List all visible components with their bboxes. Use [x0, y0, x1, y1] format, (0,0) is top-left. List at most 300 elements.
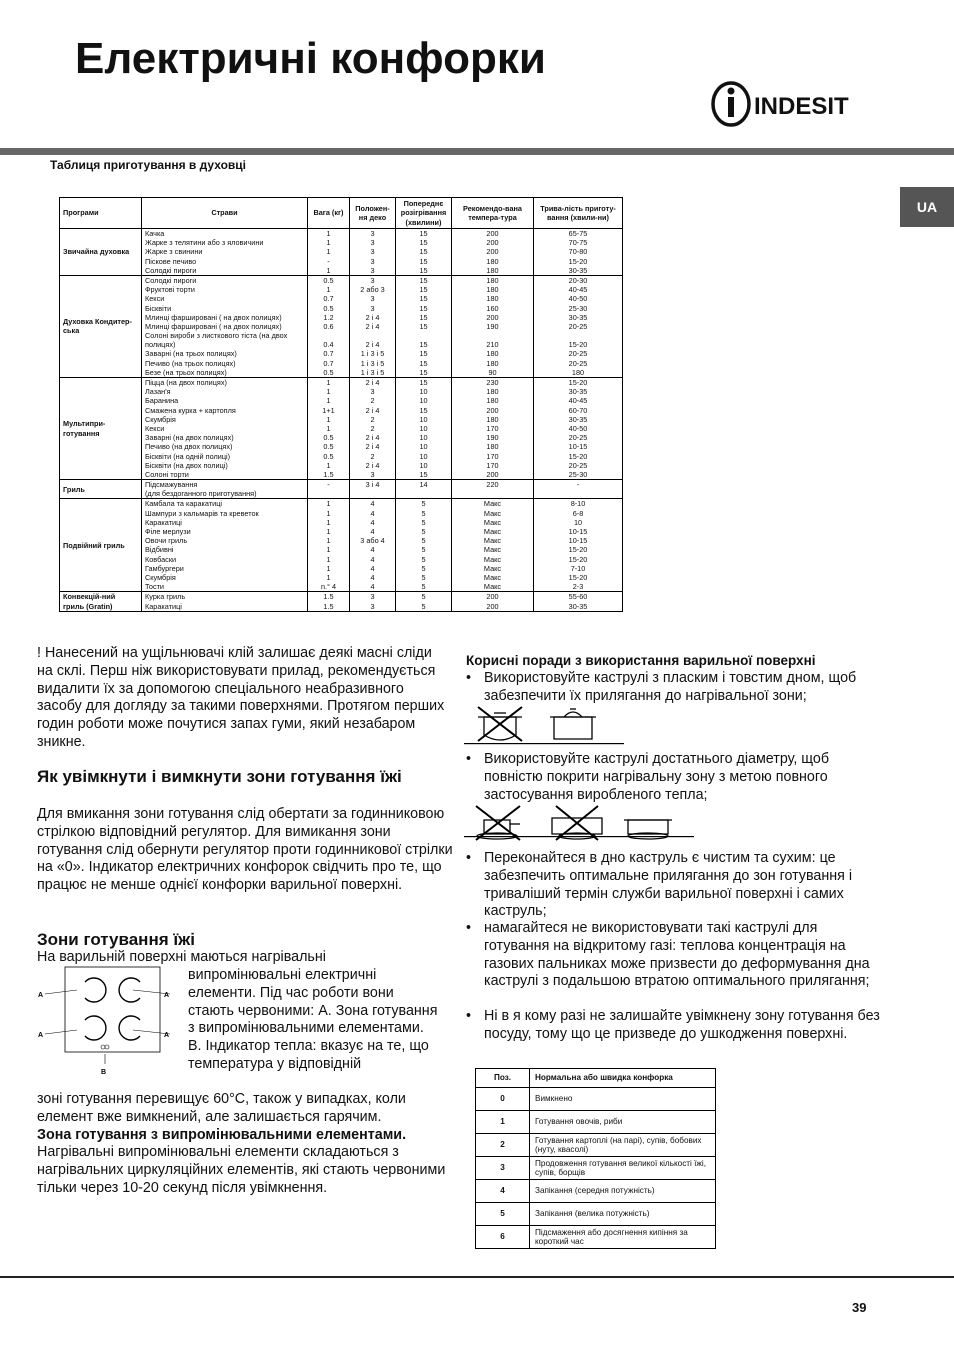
cell-line: 30-35	[568, 387, 588, 397]
cell-line: Смажена курка + картопля	[145, 405, 236, 415]
table-cell	[308, 592, 350, 611]
table-cell	[396, 378, 452, 480]
table-cell	[308, 229, 350, 276]
cell-line: 5	[421, 601, 426, 611]
cell-line: 40-45	[568, 285, 588, 295]
cell-line: 2 і 4	[365, 321, 380, 331]
program-name: Мультипри-готування	[60, 378, 142, 480]
cell-line: 5	[421, 554, 426, 564]
bullet: •	[466, 850, 472, 866]
cell-line: 5	[421, 572, 426, 582]
indesit-logo	[710, 80, 870, 128]
table-cell	[396, 592, 452, 611]
table-cell	[452, 499, 534, 592]
cell-line: Кекси	[145, 294, 165, 304]
cell-line: Заварні (на трьох полицях)	[145, 349, 237, 359]
description-cell: Готування картоплі (на парі), супів, бобових (нуту, квасолі)	[530, 1134, 716, 1157]
cell-line: 10	[573, 517, 583, 527]
table-cell	[308, 378, 350, 480]
cell-line: Макс	[483, 572, 502, 582]
cell-line: Качка	[145, 229, 165, 238]
cell-line: 15	[419, 303, 428, 313]
cell-line: 90	[488, 367, 497, 377]
program-name: Конвекцій-ний гриль (Gratin)	[60, 592, 142, 611]
table-group-row	[60, 499, 623, 592]
cell-line: 180	[486, 387, 499, 397]
cell-line: 1.5	[323, 601, 334, 611]
table-cell	[452, 480, 534, 499]
table-cell	[396, 275, 452, 377]
hob-power-table	[475, 1068, 716, 1249]
cell-line: Гамбургери	[145, 563, 184, 573]
bullet: •	[466, 1008, 472, 1024]
cell-line: 30-35	[568, 265, 588, 275]
cell-line: 200	[486, 247, 499, 257]
table-cell	[142, 592, 308, 611]
cell-line: 5	[421, 563, 426, 573]
cell-line: 0.5	[323, 275, 334, 285]
cell-line: 15	[419, 469, 428, 479]
cell-line: 10	[419, 451, 428, 461]
cell-line: 15-20	[568, 378, 588, 387]
hob-diagram	[35, 962, 180, 1077]
table-cell	[142, 499, 308, 592]
cell-line: Кекси	[145, 423, 165, 433]
cell-line: 20-30	[568, 275, 588, 285]
zones-heading: Зони готування їжі	[37, 930, 195, 949]
cell-line: 0.4	[323, 340, 334, 350]
table-cell	[534, 499, 623, 592]
cell-line: 10	[419, 396, 428, 406]
cell-line: Печиво (на двох полицях)	[145, 442, 233, 452]
cell-line: Фруктові торти	[145, 285, 195, 295]
header-cell: Трива-лість приготу-вання (хвили-ни)	[534, 198, 623, 229]
table-cell	[534, 592, 623, 611]
cell-line: 15	[419, 312, 428, 322]
tip-text: Ні в я кому разі не залишайте увімкнену зону готування без посуду, тому що це призведе до ушкодження поверхні.	[484, 1008, 880, 1042]
cell-line: 180	[486, 396, 499, 406]
cell-line: 2 і 4	[365, 433, 380, 443]
cell-line: Відбивні	[145, 545, 174, 555]
cell-line: 180	[571, 367, 585, 377]
tip-item	[466, 670, 886, 706]
cell-line: Безе (на трьох полицях)	[145, 367, 227, 377]
cell-line: n.° 4	[320, 582, 337, 592]
cell-line: 2 або 3	[360, 285, 385, 295]
cell-line: -	[327, 480, 330, 490]
cell-line: 180	[486, 275, 499, 285]
cell-line: 70-75	[568, 238, 588, 248]
label-a: A	[38, 992, 44, 999]
cell-line: 4	[370, 508, 375, 518]
label-a: A	[38, 1032, 44, 1039]
cell-line: 5	[421, 545, 426, 555]
cell-line: полицях)	[145, 340, 176, 350]
cell-line: 1.2	[323, 312, 334, 322]
cell-line: Жарке з телятини або з яловичини	[145, 238, 264, 248]
cell-line: 3	[370, 387, 375, 397]
cell-line: 40-45	[568, 396, 588, 406]
cell-line: 1	[326, 247, 331, 257]
table-cell	[142, 378, 308, 480]
cell-line: 15-20	[568, 451, 588, 461]
cell-line: 0.5	[323, 303, 334, 313]
cell-line: Скумбрія	[145, 572, 176, 582]
cell-line: 60-70	[568, 405, 588, 415]
cell-line: 1	[326, 229, 331, 238]
description-cell: Продовження готування великої кількості їжі, супів, борщів	[530, 1157, 716, 1180]
program-name: Звичайна духовка	[60, 229, 142, 276]
cell-line: 1+1	[322, 405, 335, 415]
cell-line: Макс	[483, 527, 502, 536]
cell-line: 3 і 4	[365, 480, 380, 490]
cell-line: 15-20	[568, 554, 588, 564]
table-cell	[534, 480, 623, 499]
cell-line: Макс	[483, 508, 502, 518]
zones-text-first: На варильній поверхні маються нагрівальні	[37, 949, 326, 965]
table-row	[476, 1111, 716, 1134]
cell-line: 180	[486, 414, 499, 424]
cell-line: 1 і 3 і 5	[360, 358, 385, 368]
cell-line: Макс	[483, 517, 502, 527]
cell-line: 15-20	[568, 256, 588, 266]
cell-line	[399, 489, 448, 498]
cell-line: Бісквіти (на одній полиці)	[145, 451, 231, 461]
cell-line: 2 і 4	[365, 405, 380, 415]
cell-line: 70-80	[568, 247, 588, 257]
cell-line: 4	[370, 582, 375, 592]
table-cell	[534, 275, 623, 377]
cell-line: 2-3	[572, 582, 584, 592]
table-cell	[452, 275, 534, 377]
cell-line: 230	[486, 378, 499, 387]
cell-line: Підсмажування	[145, 480, 198, 490]
onoff-text: Для вмикання зони готування слід обертати за годинниковою стрілкою відповідний регулятор. Для вимикання зони готування слід обернути регулятор проти годинникової стрілки на «0». Індикатор електричних конфорок свідчить про те, що працює не менше однієї конфорки варильної поверхні.	[37, 806, 453, 894]
table-group-row	[60, 275, 623, 377]
tip-text: Використовуйте каструлі достатнього діаметру, щоб повністю покрити нагрівальну зону з метою повного застосування виробленого тепла;	[484, 751, 830, 803]
header-cell: Положен-ня деко	[350, 198, 396, 229]
cell-line: 4	[370, 517, 375, 527]
cell-line: 15	[419, 378, 428, 387]
cell-line: 5	[421, 592, 426, 602]
cell-line: 1	[326, 460, 331, 470]
bullet: •	[466, 670, 472, 686]
table-cell	[308, 480, 350, 499]
cell-line: 1	[326, 572, 331, 582]
table-header-row	[476, 1069, 716, 1088]
tip-item	[466, 1008, 886, 1044]
cell-line: 180	[486, 265, 499, 275]
cell-line: Печиво (на трьох полицях)	[145, 358, 236, 368]
cell-line: 3	[370, 294, 375, 304]
cell-line: 20-25	[568, 321, 588, 331]
table-row	[476, 1180, 716, 1203]
language-tab: UA	[900, 187, 954, 227]
cell-line: 20-25	[568, 358, 588, 368]
cell-line: 15	[419, 294, 428, 304]
cell-line: 180	[486, 358, 499, 368]
flat-bottom-pots-illustration	[464, 703, 624, 749]
table-cell	[396, 229, 452, 276]
description-cell: Підсмаження або досягнення кипіння за короткий час	[530, 1226, 716, 1249]
cell-line: 200	[486, 592, 499, 602]
cell-line: 200	[486, 229, 499, 238]
header-cell: Вага (кг)	[308, 198, 350, 229]
cell-line: 1	[326, 378, 331, 387]
table-cell	[350, 480, 396, 499]
table-cell	[142, 275, 308, 377]
table-group-row	[60, 592, 623, 611]
cell-line: 1	[326, 545, 331, 555]
table-group-row	[60, 229, 623, 276]
brand-name: INDESIT	[754, 93, 849, 120]
description-cell: Запікання (велика потужність)	[530, 1203, 716, 1226]
label-a: A	[164, 1032, 170, 1039]
cell-line: 200	[486, 601, 499, 611]
cell-line: 2	[370, 423, 375, 433]
table-cell	[452, 378, 534, 480]
cell-line: 5	[421, 536, 426, 546]
cell-line: 0.5	[323, 367, 334, 377]
cell-line: 30-35	[568, 601, 588, 611]
cell-line: 0.7	[323, 294, 334, 304]
oven-cooking-table	[59, 197, 623, 612]
cell-line: 30-35	[568, 414, 588, 424]
cell-line	[353, 331, 392, 340]
cell-line: (для бездоганного приготування)	[145, 489, 257, 499]
cell-line: 5	[421, 517, 426, 527]
cell-line: 8-10	[570, 499, 586, 509]
cell-line: 10	[419, 460, 428, 470]
table-row	[476, 1088, 716, 1111]
table-cell	[308, 275, 350, 377]
cell-line: 1	[326, 414, 331, 424]
header-cell: Нормальна або швидка конфорка	[530, 1069, 716, 1088]
cell-line: 170	[486, 460, 499, 470]
cell-line: 1	[326, 396, 331, 406]
cell-line: 40-50	[568, 423, 588, 433]
cell-line: 180	[486, 294, 499, 304]
label-b: B	[101, 1069, 107, 1076]
cell-line: Баранина	[145, 396, 179, 406]
cell-line: 65-75	[568, 229, 588, 238]
cell-line: 200	[486, 469, 499, 479]
table-caption: Таблиця приготування в духовці	[50, 158, 247, 172]
position-cell: 4	[476, 1180, 530, 1203]
pot-diameter-illustration	[464, 800, 694, 846]
cell-line: 15	[419, 340, 428, 350]
cell-line: Піскове печиво	[145, 256, 197, 266]
page-title: Електричні конфорки	[75, 34, 546, 83]
cell-line: 3	[370, 238, 375, 248]
cell-line: 2 і 4	[365, 378, 380, 387]
cell-line: 1	[326, 517, 331, 527]
cell-line: 170	[486, 451, 499, 461]
cell-line: Макс	[483, 545, 502, 555]
cell-line: Тости	[145, 582, 165, 592]
table-row	[476, 1134, 716, 1157]
tip-item	[466, 850, 886, 921]
cell-line: 15	[419, 367, 428, 377]
cell-line: 1 і 3 і 5	[360, 349, 385, 359]
cell-line: 3	[370, 256, 375, 266]
header-cell: Поз.	[476, 1069, 530, 1088]
program-name: Подвійний гриль	[60, 499, 142, 592]
radiant-text: Нагрівальні випромінювальні елементи складаються з нагрівальних циркуляційних елементів, які стають червоними тільки через 10-20 секунд після увімкнення.	[37, 1144, 446, 1196]
cell-line: Солодкі пироги	[145, 265, 197, 275]
cell-line: 5	[421, 508, 426, 518]
header-cell: Програми	[60, 198, 142, 229]
cell-line: 15	[419, 265, 428, 275]
cell-line: -	[327, 256, 330, 266]
cell-line: 3 або 4	[360, 536, 385, 546]
table-cell	[350, 592, 396, 611]
program-name: Гриль	[60, 480, 142, 499]
cell-line: 3	[370, 247, 375, 257]
cell-line: 15-20	[568, 572, 588, 582]
cell-line	[353, 489, 392, 498]
cell-line	[455, 489, 530, 498]
cell-line: Млинці фаршировані ( на двох полицях)	[145, 312, 282, 322]
cell-line: 0.7	[323, 349, 334, 359]
cell-line: 14	[419, 480, 428, 490]
cell-line: 7-10	[570, 563, 586, 573]
cell-line: Бісквіти (на двох полиці)	[145, 460, 228, 470]
cell-line	[455, 331, 530, 340]
cell-line: 20-25	[568, 349, 588, 359]
cell-line: 2	[370, 451, 375, 461]
cell-line: 10	[419, 414, 428, 424]
cell-line: 4	[370, 563, 375, 573]
cell-line: 10-15	[568, 442, 588, 452]
cell-line: 1	[326, 265, 331, 275]
header-cell: Рекомендо-вана темпера-тура	[452, 198, 534, 229]
cell-line: 4	[370, 545, 375, 555]
cell-line: 170	[486, 423, 499, 433]
cell-line: 15-20	[568, 340, 588, 350]
cell-line: 25-30	[568, 469, 588, 479]
cell-line: Лазан'я	[145, 387, 171, 397]
cell-line: 3	[370, 469, 375, 479]
cell-line: 10	[419, 433, 428, 443]
cell-line: 20-25	[568, 433, 588, 443]
tip-item	[466, 920, 886, 991]
table-header-row	[60, 198, 623, 229]
cell-line: 180	[486, 349, 499, 359]
bullet: •	[466, 751, 472, 767]
cell-line: 1.5	[323, 592, 334, 602]
intro-note: ! Нанесений на ущільнювачі клій залишає деякі масні сліди на склі. Перш ніж використовувати прилад, рекомендується видалити їх за допомогою спеціального неабразивного засобу для догляду за такими поверхнями. Протягом перших годин роботи може почутися запах гуми, який незабаром зникне.	[37, 645, 445, 750]
cell-line: Ковбаски	[145, 554, 177, 564]
cell-line: 6-8	[572, 508, 584, 518]
cell-line: 55-60	[568, 592, 588, 602]
cell-line: Макс	[483, 499, 502, 509]
cell-line: 220	[486, 480, 499, 490]
position-cell: 2	[476, 1134, 530, 1157]
cell-line: Макс	[483, 563, 502, 573]
cell-line: 10-15	[568, 527, 588, 536]
cell-line: 200	[486, 405, 499, 415]
bullet: •	[466, 920, 472, 936]
cell-line: 20-25	[568, 460, 588, 470]
cell-line: Камбала та каракатиці	[145, 499, 222, 509]
cell-line: 1	[326, 508, 331, 518]
position-cell: 6	[476, 1226, 530, 1249]
header-bar	[0, 148, 954, 155]
header-cell: Страви	[142, 198, 308, 229]
cell-line: Солоні торти	[145, 469, 189, 479]
cell-line	[537, 331, 619, 340]
cell-line: 180	[486, 256, 499, 266]
zones-text-continued: зоні готування перевищує 60°С, також у випадках, коли елемент вже вимкнений, але залишається гарячим.	[37, 1091, 406, 1125]
position-cell: 3	[476, 1157, 530, 1180]
table-cell	[452, 229, 534, 276]
table-cell	[350, 275, 396, 377]
cell-line: 200	[486, 312, 499, 322]
tips-title: Корисні поради з використання варильної поверхні	[466, 653, 816, 668]
cell-line: 5	[421, 499, 426, 509]
cell-line: 190	[486, 321, 499, 331]
cell-line: 1	[326, 387, 331, 397]
table-cell	[350, 499, 396, 592]
cell-line: 2	[370, 414, 375, 424]
table-cell	[142, 480, 308, 499]
cell-line: 200	[486, 238, 499, 248]
cell-line: Жарке з свинини	[145, 247, 203, 257]
cell-line: 2	[370, 396, 375, 406]
cell-line: 0.5	[323, 442, 334, 452]
table-cell	[396, 499, 452, 592]
cell-line: 30-35	[568, 312, 588, 322]
zones-text-bottom	[37, 1091, 447, 1198]
cell-line	[311, 331, 346, 340]
cell-line: 1	[326, 423, 331, 433]
description-cell: Вимкнено	[530, 1088, 716, 1111]
zones-text-right: випромінювальні електричні елементи. Під час роботи вони стають червоними: A. Зона готування з випромінювальними елементами. B. Індикатор тепла: вказує на те, що температура у відповідній	[188, 967, 438, 1072]
cell-line: 15	[419, 275, 428, 285]
cell-line: 180	[486, 285, 499, 295]
program-name: Духовка Кондитер-ська	[60, 275, 142, 377]
cell-line: 3	[370, 592, 375, 602]
tip-item	[466, 751, 886, 804]
cell-line: 15	[419, 358, 428, 368]
cell-line: 0.5	[323, 451, 334, 461]
cell-line: Шампури з кальмарів та креветок	[145, 508, 259, 518]
cell-line: 190	[486, 433, 499, 443]
cell-line: 3	[370, 229, 375, 238]
cell-line: 4	[370, 572, 375, 582]
tip-text: Переконайтеся в дно каструль є чистим та сухим: це забезпечить оптимальне прилягання до зон готування і триваліший термін служби варильної поверхні і самих каструль;	[484, 850, 853, 920]
cell-line	[537, 489, 619, 498]
cell-line: 2 і 4	[365, 442, 380, 452]
cell-line: 10-15	[568, 536, 588, 546]
cell-line: Каракатиці	[145, 517, 182, 527]
onoff-heading: Як увімкнути і вимкнути зони готування їжі	[37, 767, 402, 786]
cell-line: 15	[419, 405, 428, 415]
cell-line: Овочи гриль	[145, 536, 188, 546]
cell-line: 15	[419, 349, 428, 359]
cell-line: 1 і 3 і 5	[360, 367, 385, 377]
cell-line: 10	[419, 442, 428, 452]
cell-line: 2 і 4	[365, 340, 380, 350]
cell-line: 15	[419, 321, 428, 331]
label-a: A	[164, 992, 170, 999]
table-group-row	[60, 480, 623, 499]
cell-line: 15	[419, 229, 428, 238]
cell-line: 15	[419, 238, 428, 248]
position-cell: 5	[476, 1203, 530, 1226]
cell-line: 5	[421, 582, 426, 592]
